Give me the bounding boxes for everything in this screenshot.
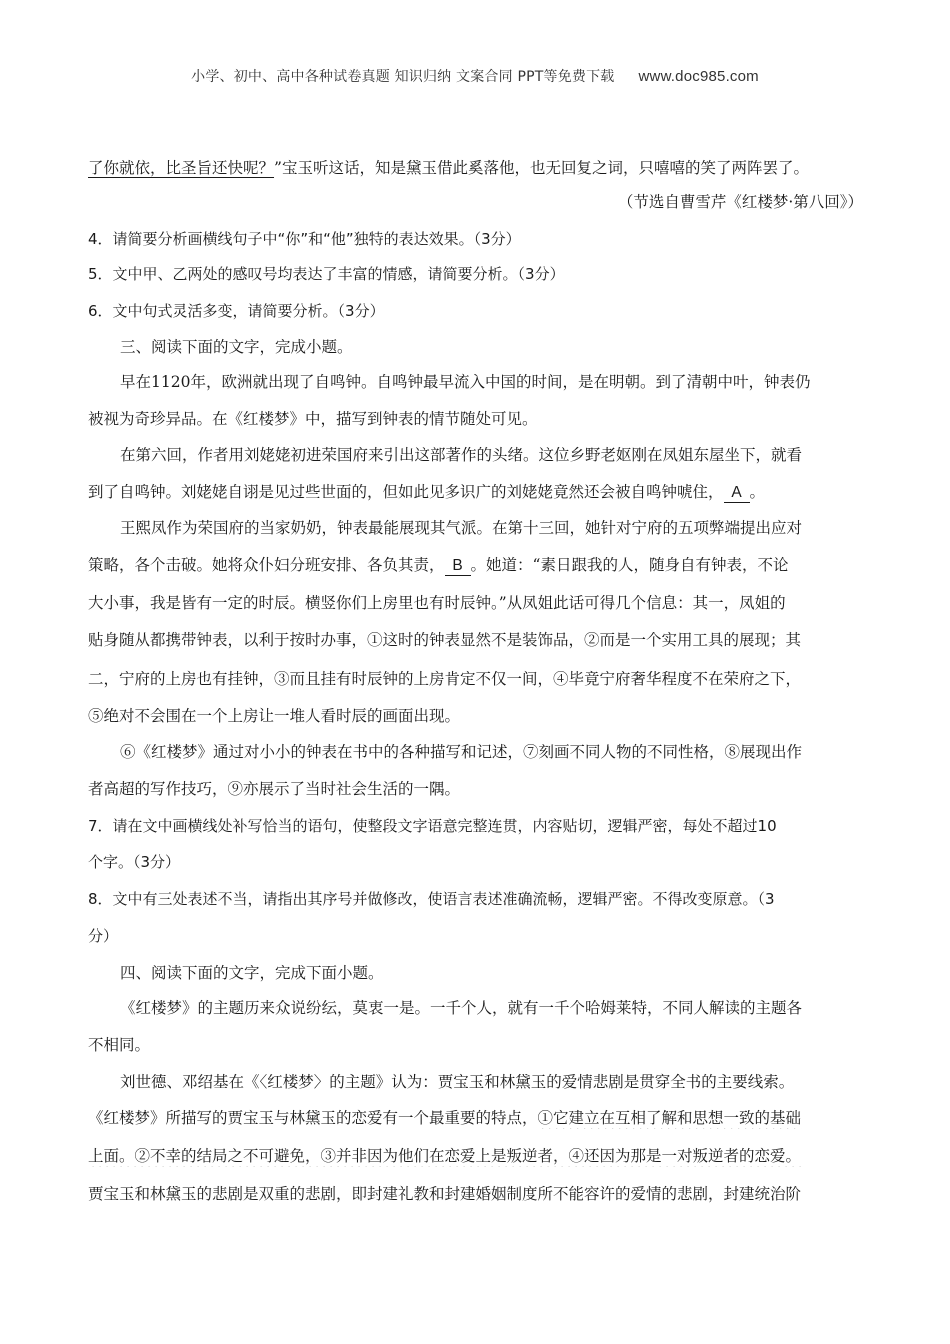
blank-a: A <box>724 484 750 503</box>
question-7-line1: 7．请在文中画横线处补写恰当的语句，使整段文字语意完整连贯，内容贴切，逻辑严密，每处不超过10 <box>88 817 777 835</box>
question-4: 4．请简要分析画横线句子中“你”和“他”独特的表达效果。（3分） <box>88 230 521 248</box>
question-6: 6．文中句式灵活多变，请简要分析。（3分） <box>88 302 385 320</box>
s3-p1-line1: 早在1120年，欧洲就出现了自鸣钟。自鸣钟最早流入中国的时间，是在明朝。到了清朝中叶，钟表仍 <box>120 373 811 391</box>
s3-p4-line1: ⑥《红楼梦》通过对小小的钟表在书中的各种描写和记述，⑦刻画不同人物的不同性格，⑧展现出作 <box>120 743 803 761</box>
header-text: 小学、初中、高中各种试卷真题 知识归纳 文案合同 PPT等免费下载 <box>191 69 615 85</box>
s3-p2-line1: 在第六回，作者用刘姥姥初进荣国府来引出这部著作的头绪。这位乡野老妪刚在凤姐东屋坐下，就看 <box>120 446 803 464</box>
page-header <box>0 66 950 86</box>
section-3-heading: 三、阅读下面的文字，完成小题。 <box>120 338 353 356</box>
s4-p1-line1: 《红楼梦》的主题历来众说纷纭，莫衷一是。一千个人，就有一千个哈姆莱特，不同人解读的主题各 <box>120 999 803 1017</box>
s3-p2-line2 <box>88 481 863 503</box>
s3-p3-line3: 大小事，我是皆有一定的时辰。横竖你们上房里也有时辰钟。”从凤姐此话可得几个信息：其一，凤姐的 <box>88 594 786 612</box>
s4-p1-line2: 不相同。 <box>88 1036 151 1054</box>
s3-p3-line6: ⑤绝对不会围在一个上房让一堆人看时辰的画面出现。 <box>88 707 461 725</box>
question-5: 5．文中甲、乙两处的感叹号均表达了丰富的情感，请简要分析。（3分） <box>88 265 565 283</box>
s4-p2-line2 <box>88 1107 863 1129</box>
s3-p4-line2: 者高超的写作技巧，⑨亦展示了当时社会生活的一隅。 <box>88 780 461 798</box>
s3-p3-line2-end: 。她道：“素日跟我的人，随身自有钟表，不论 <box>470 556 789 574</box>
s4-p2-line2-text: 《红楼梦》所描写的贾宝玉与林黛玉的恋爱有一个最重要的特点， <box>88 1109 538 1127</box>
wavy-underlined-text-2: 上面。②不幸的结局之不可避免，③并非因为他们在恋爱上是叛逆者，④还因为那是一对叛逆者的恋爱。 <box>88 1147 802 1165</box>
section-4-heading: 四、阅读下面的文字，完成下面小题。 <box>120 964 384 982</box>
s3-p2-line2-end: 。 <box>749 483 766 501</box>
s3-p3-line4: 贴身随从都携带钟表，以利于按时办事，①这时的钟表显然不是装饰品，②而是一个实用工具的展现；其 <box>88 631 802 649</box>
question-8-line1: 8．文中有三处表述不当，请指出其序号并做修改，使语言表述准确流畅，逻辑严密。不得改变原意。（3 <box>88 890 775 908</box>
s3-p3-line5: 二，宁府的上房也有挂钟，③而且挂有时辰钟的上房肯定不仅一间，④毕竟宁府奢华程度不在荣府之下， <box>88 670 802 688</box>
underlined-sentence: 了你就依，比圣旨还快呢？ <box>88 159 275 177</box>
s4-p2-line3 <box>88 1145 863 1167</box>
s3-p3-line2-text: 策略，各个击破。她将众仆妇分班安排、各负其责， <box>88 556 445 574</box>
s3-p3-line2 <box>88 554 863 576</box>
question-8-line2: 分） <box>88 927 119 945</box>
s4-p2-line1: 刘世德、邓绍基在《〈红楼梦〉的主题》认为：贾宝玉和林黛玉的爱情悲剧是贯穿全书的主要线索。 <box>120 1073 795 1091</box>
s3-p2-line2-text: 到了自鸣钟。刘姥姥自诩是见过些世面的，但如此见多识广的刘姥姥竟然还会被自鸣钟唬住， <box>88 483 724 501</box>
s3-p3-line1: 王熙凤作为荣国府的当家奶奶，钟表最能展现其气派。在第十三回，她针对宁府的五项弊端提出应对 <box>120 519 803 537</box>
passage-source: （节选自曹雪芹《红楼梦·第八回》） <box>617 193 863 211</box>
passage-end-text: ”宝玉听这话，知是黛玉借此奚落他，也无回复之词，只嘻嘻的笑了两阵罢了。 <box>274 159 809 177</box>
s4-p2-line4: 贾宝玉和林黛玉的悲剧是双重的悲剧，即封建礼教和封建婚姻制度所不能容许的爱情的悲剧，封建统治阶 <box>88 1185 802 1203</box>
header-site-link[interactable]: www.doc985.com <box>638 68 759 85</box>
passage-end-line <box>88 157 863 179</box>
question-7-line2: 个字。（3分） <box>88 853 181 871</box>
s3-p1-line2: 被视为奇珍异品。在《红楼梦》中，描写到钟表的情节随处可见。 <box>88 410 538 428</box>
blank-b: B <box>445 557 471 576</box>
wavy-underlined-text: ①它建立在互相了解和思想一致的基础 <box>537 1109 802 1127</box>
